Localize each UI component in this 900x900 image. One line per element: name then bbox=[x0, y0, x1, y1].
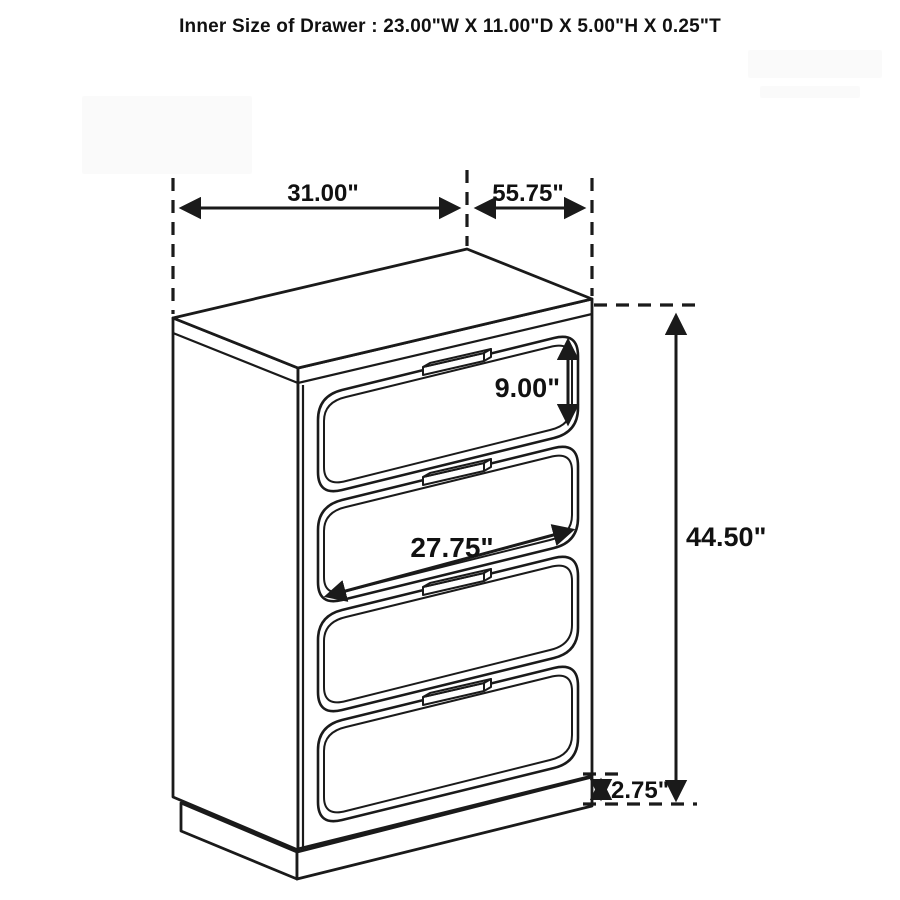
depth-dimension-label: 55.75" bbox=[492, 180, 564, 207]
total-height-dimension-label: 44.50" bbox=[686, 522, 767, 552]
page-title: Inner Size of Drawer : 23.00"W X 11.00"D X 5.00"H X 0.25"T bbox=[179, 16, 721, 37]
drawers bbox=[318, 337, 578, 821]
width-dimension-label: 31.00" bbox=[287, 180, 359, 207]
side-panel bbox=[173, 318, 298, 850]
drawer-height-dimension-label: 9.00" bbox=[494, 373, 560, 403]
drawer-width-dimension-label: 27.75" bbox=[410, 532, 494, 563]
base-height-dimension-label: 2.75" bbox=[611, 777, 670, 804]
